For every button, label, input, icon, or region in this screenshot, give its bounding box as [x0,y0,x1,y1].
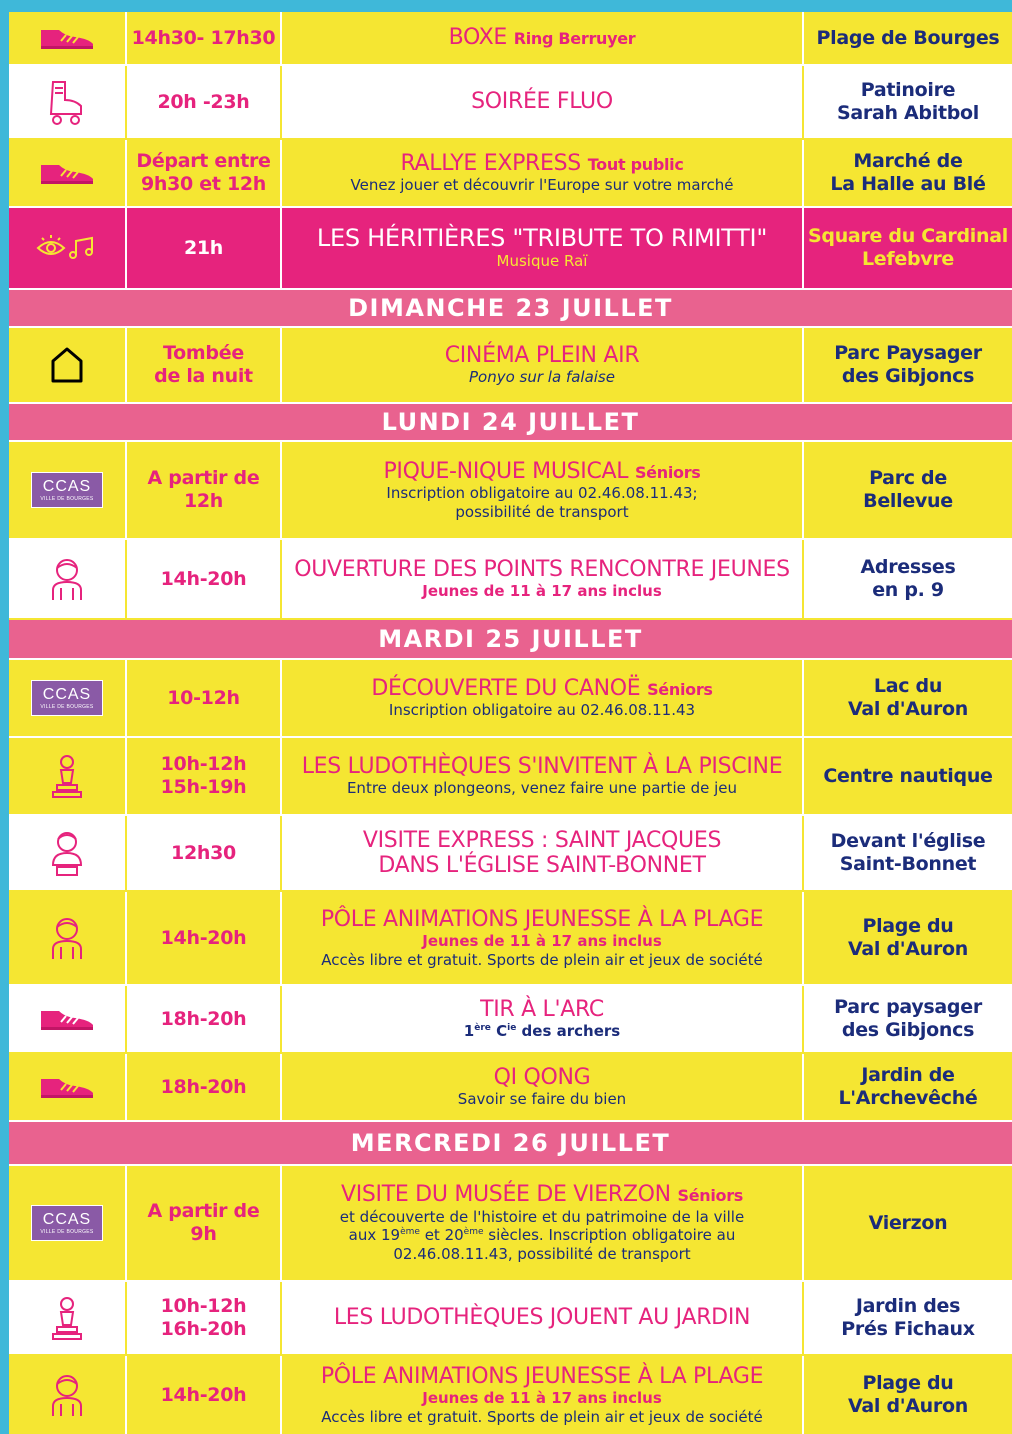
event-tag: Séniors [677,1186,744,1206]
event-title: VISITE EXPRESS : SAINT JACQUES DANS L'ÉGLISE SAINT-BONNET [362,827,722,878]
event-row-canoe [9,660,1012,738]
event-description: Musique Raï [496,252,588,271]
shoe-icon [9,986,125,1052]
event-time: 14h-20h [160,926,247,949]
event-description: Entre deux plongeons, venez faire une partie de jeu [346,779,738,798]
event-row-pique-nique [9,442,1012,540]
event-description: 1ère $C^{ie}$ des archers [463,1022,621,1041]
event-tag: Séniors [647,679,713,699]
day-title: LUNDI 24 JUILLET [381,408,640,436]
event-place: Centre nautique [823,764,993,787]
event-description-line-3: 02.46.08.11.43, possibilité de transport [393,1245,691,1264]
chess-pawn-icon [9,1282,125,1354]
day-title: DIMANCHE 23 JUILLET [348,294,673,322]
shoe-icon [9,12,125,64]
ccas-logo: CCAS VILLE DE BOURGES [9,660,125,736]
event-title: OUVERTURE DES POINTS RENCONTRE JEUNES [294,556,790,582]
event-place: Patinoire Sarah Abitbol [836,79,979,124]
event-time: 20h -23h [157,90,250,113]
event-row-ludotheques-jardin [9,1282,1012,1356]
house-icon [9,328,125,402]
day-header-24 [9,404,1012,442]
event-row-boxe [9,12,1012,66]
young-person-icon [9,540,125,618]
event-place: Plage du Val d'Auron [848,915,968,960]
event-title: BOXE Ring Berruyer [448,25,636,51]
event-description: Jeunes de 11 à 17 ans inclus [422,582,662,601]
event-tag: Tout public [587,154,684,174]
day-header-25 [9,620,1012,660]
event-description: Accès libre et gratuit. Sports de plein air et jeux de société [321,950,763,969]
event-time: A partir de 9h [147,1200,260,1245]
event-place: Plage de Bourges [816,26,1000,49]
young-person-icon [9,892,125,984]
event-title: CINÉMA PLEIN AIR [444,342,640,368]
event-time: 14h30- 17h30 [131,26,276,49]
event-row-rallye [9,140,1012,208]
day-title: MERCREDI 26 JUILLET [350,1129,671,1157]
event-time: 10-12h [167,686,240,709]
event-audience: Jeunes de 11 à 17 ans inclus [422,931,662,950]
event-description: Inscription obligatoire au 02.46.08.11.43 [388,701,696,720]
event-row-soiree-fluo [9,66,1012,140]
event-time: 18h-20h [160,1007,247,1030]
ccas-logo: CCAS VILLE DE BOURGES [9,442,125,538]
event-row-cinema [9,328,1012,404]
event-place: Marché de La Halle au Blé [830,150,986,195]
event-title: LES LUDOTHÈQUES JOUENT AU JARDIN [333,1305,751,1331]
event-description-line-2: aux 19ème et 20ème siècles. Inscription obligatoire au [348,1226,736,1245]
event-row-points-rencontre [9,540,1012,620]
event-description: Accès libre et gratuit. Sports de plein air et jeux de société [321,1407,763,1426]
event-row-tir-arc [9,986,1012,1054]
event-time: 14h-20h [160,567,247,590]
ccas-logo: CCAS VILLE DE BOURGES [9,1166,125,1280]
event-title: QI QONG [493,1064,591,1090]
event-time: Départ entre 9h30 et 12h [136,150,271,195]
event-tag: Séniors [634,462,701,482]
event-title: VISITE DU MUSÉE DE VIERZON Séniors [340,1182,744,1208]
event-row-pole-animations [9,892,1012,986]
roller-skate-icon [9,66,125,138]
event-place: Plage du Val d'Auron [848,1372,968,1417]
event-row-heritieres [9,208,1012,290]
event-time: 12h30 [171,841,236,864]
event-description: Inscription obligatoire au 02.46.08.11.43; possibilité de transport [386,483,698,521]
event-place: Jardin des Prés Fichaux [841,1295,975,1340]
event-title: PIQUE-NIQUE MUSICAL Séniors [383,458,701,484]
event-place: Lac du Val d'Auron [848,675,968,720]
event-time: 18h-20h [160,1075,247,1098]
event-time: 21h [183,236,224,259]
shoe-icon [9,1054,125,1120]
event-place: Parc Paysager des Gibjoncs [834,342,982,387]
event-row-musee-vierzon [9,1166,1012,1282]
event-place: Parc paysager des Gibjoncs [834,996,982,1041]
event-time: 10h-12h 15h-19h [160,753,247,798]
eye-music-icon [9,208,125,288]
event-title: PÔLE ANIMATIONS JEUNESSE À LA PLAGE [320,1363,764,1389]
event-row-pole-animations-26 [9,1356,1012,1434]
event-title: TIR À L'ARC [480,996,604,1022]
shoe-icon [9,140,125,206]
event-time: Tombée de la nuit [154,342,253,387]
event-description: Ponyo sur la falaise [469,368,615,387]
event-description: Savoir se faire du bien [457,1090,627,1109]
event-row-qi-qong [9,1054,1012,1122]
event-row-ludotheques-piscine [9,738,1012,816]
schedule-table [9,12,1012,1434]
day-header-26 [9,1122,1012,1166]
day-header-23 [9,290,1012,328]
event-title: PÔLE ANIMATIONS JEUNESSE À LA PLAGE [320,906,764,932]
event-time: 14h-20h [160,1383,247,1406]
event-audience: Jeunes de 11 à 17 ans inclus [422,1388,662,1407]
event-place: Devant l'église Saint-Bonnet [830,830,986,875]
event-description-line-1: et découverte de l'histoire et du patrimoine de la ville [339,1207,745,1226]
event-place: Square du Cardinal Lefebvre [808,225,1008,270]
event-place: Jardin de L'Archevêché [838,1064,978,1109]
event-title: LES LUDOTHÈQUES S'INVITENT À LA PISCINE [301,753,783,779]
day-title: MARDI 25 JUILLET [378,625,643,653]
young-person-icon [9,1356,125,1434]
chess-pawn-icon [9,738,125,814]
event-title: RALLYE EXPRESS Tout public [400,150,684,176]
bust-icon [9,816,125,890]
event-title: LES HÉRITIÈRES "TRIBUTE TO RIMITTI" [316,223,768,252]
event-tag: Ring Berruyer [513,29,636,49]
event-time: 10h-12h 16h-20h [160,1295,247,1340]
event-place: Vierzon [868,1211,948,1234]
event-description: Venez jouer et découvrir l'Europe sur votre marché [350,176,734,195]
event-row-visite-express [9,816,1012,892]
event-title: SOIRÉE FLUO [471,89,613,115]
event-place: Parc de Bellevue [863,467,953,512]
event-place: Adresses en p. 9 [860,556,956,601]
event-title: DÉCOUVERTE DU CANOË Séniors [371,675,713,701]
event-time: A partir de 12h [147,467,260,512]
